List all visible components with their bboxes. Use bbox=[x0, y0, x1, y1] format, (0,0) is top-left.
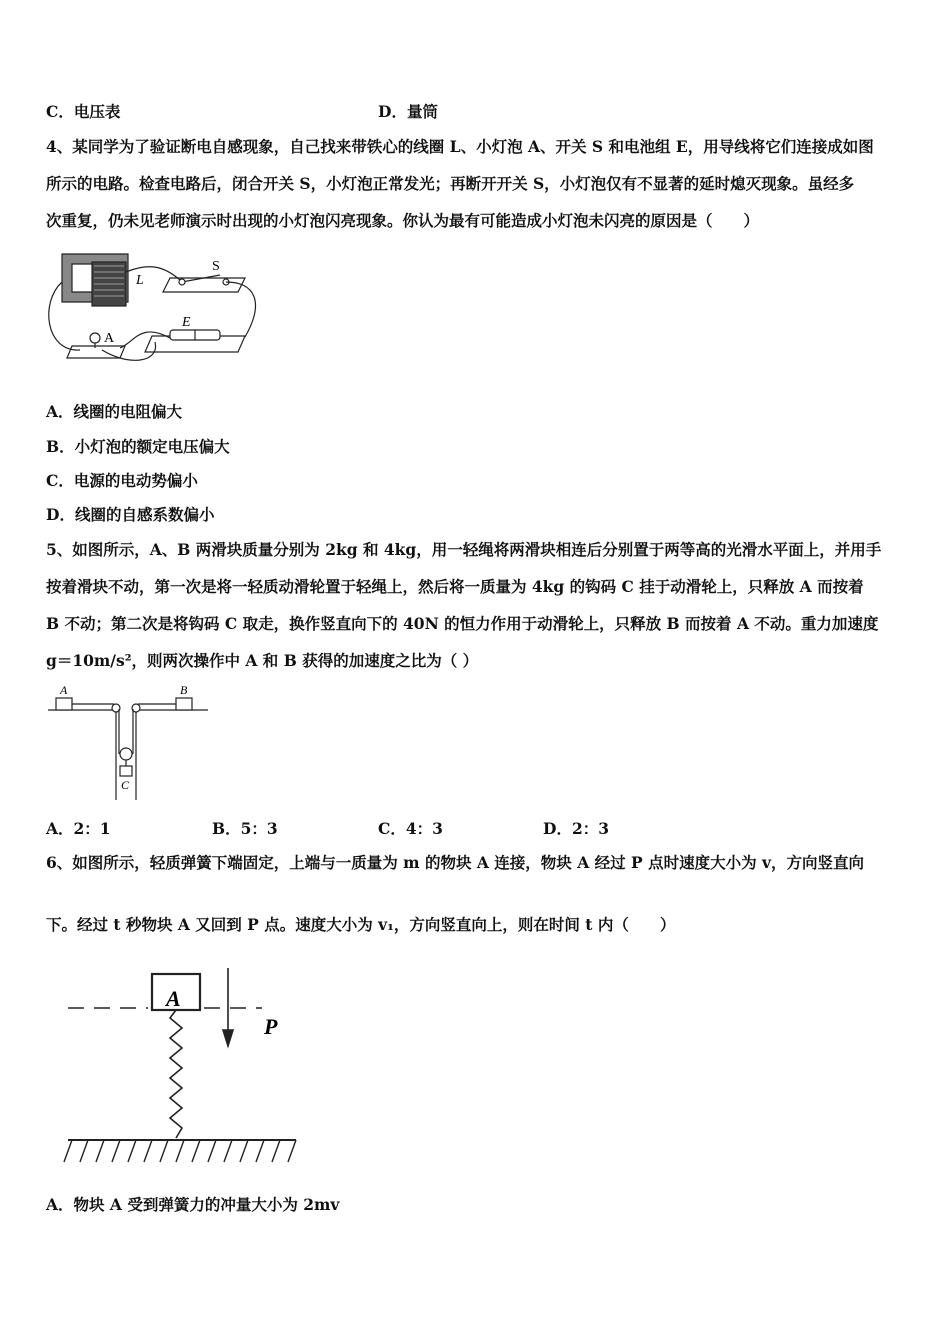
q5-stem-line-3: B 不动；第二次是将钩码 C 取走，换作竖直向下的 40N 的恒力作用于动滑轮上，只释放 B 而按着 A 不动。重力加速度 bbox=[46, 614, 879, 633]
q3-option-c: C．电压表 bbox=[46, 102, 121, 121]
q4-stem-line-2: 所示的电路。检查电路后，闭合开关 S，小灯泡正常发光；再断开开关 S，小灯泡仅有不显著的延时熄灭现象。虽经多 bbox=[46, 174, 855, 193]
q6-label-A: A bbox=[166, 986, 181, 1011]
q6-spring-figure bbox=[58, 964, 308, 1174]
q4-label-L: L bbox=[136, 273, 144, 288]
q4-option-c: C．电源的电动势偏小 bbox=[46, 471, 198, 490]
q5-stem-line-1: 5、如图所示，A、B 两滑块质量分别为 2kg 和 4kg，用一轻绳将两滑块相连后分别置于两等高的光滑水平面上，并用手 bbox=[46, 540, 882, 559]
q4-option-a: A．线圈的电阻偏大 bbox=[46, 402, 183, 421]
q5-option-b: B．5：3 bbox=[212, 819, 278, 838]
q5-label-B: B bbox=[180, 683, 188, 697]
q6-option-a: A．物块 A 受到弹簧力的冲量大小为 2mv bbox=[46, 1195, 340, 1214]
q5-option-a: A．2：1 bbox=[46, 819, 111, 838]
q5-stem-line-2: 按着滑块不动，第一次是将一轻质动滑轮置于轻绳上，然后将一质量为 4kg 的钩码 C 挂于动滑轮上，只释放 A 而按着 bbox=[46, 577, 864, 596]
q6-stem-line-1: 6、如图所示，轻质弹簧下端固定，上端与一质量为 m 的物块 A 连接，物块 A 经过 P 点时速度大小为 v，方向竖直向 bbox=[46, 853, 864, 872]
q4-label-E: E bbox=[182, 315, 191, 330]
q5-label-C: C bbox=[121, 778, 130, 792]
q6-stem-line-2: 下。经过 t 秒物块 A 又回到 P 点。速度大小为 v₁，方向竖直向上，则在时间 t 内（ ） bbox=[46, 915, 676, 934]
q5-label-A: A bbox=[60, 683, 68, 697]
q4-label-A: A bbox=[104, 331, 115, 346]
q4-label-S: S bbox=[212, 259, 220, 274]
q5-pulley-figure bbox=[44, 682, 214, 804]
q5-option-c: C．4：3 bbox=[378, 819, 443, 838]
q4-option-b: B．小灯泡的额定电压偏大 bbox=[46, 437, 230, 456]
q6-label-P: P bbox=[264, 1014, 278, 1039]
q5-stem-line-4: g＝10m/s²，则两次操作中 A 和 B 获得的加速度之比为（ ） bbox=[46, 651, 479, 670]
q4-option-d: D．线圈的自感系数偏小 bbox=[46, 505, 215, 524]
q4-circuit-figure bbox=[40, 242, 260, 382]
q4-stem-line-3: 次重复，仍未见老师演示时出现的小灯泡闪亮现象。你认为最有可能造成小灯泡未闪亮的原因是（ ） bbox=[46, 211, 760, 230]
q3-option-d: D．量筒 bbox=[378, 102, 438, 121]
q5-option-d: D．2：3 bbox=[543, 819, 610, 838]
q4-stem-line-1: 4、某同学为了验证断电自感现象，自己找来带铁心的线圈 L、小灯泡 A、开关 S 和电池组 E，用导线将它们连接成如图 bbox=[46, 137, 874, 156]
